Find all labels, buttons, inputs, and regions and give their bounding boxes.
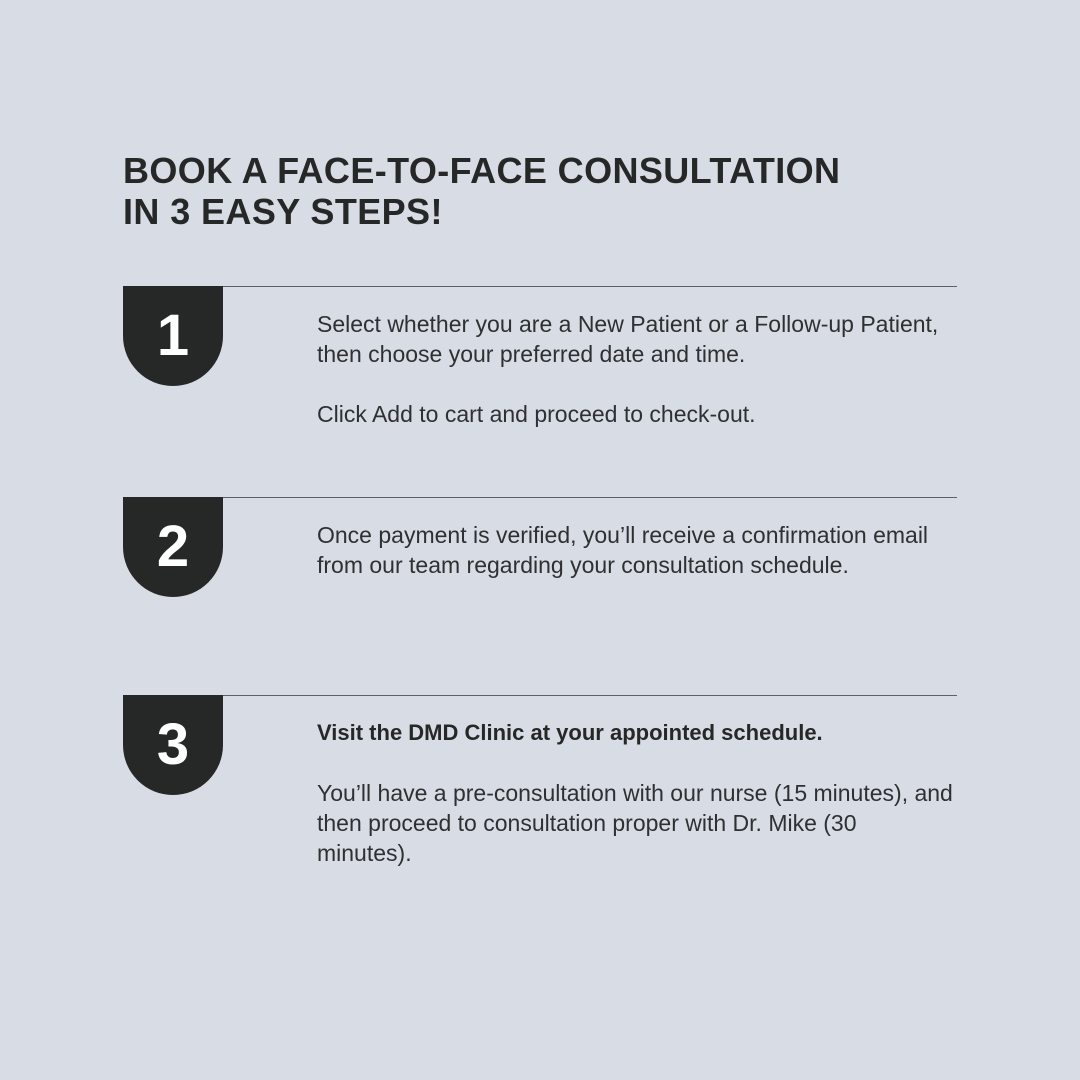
step-2-body (317, 520, 957, 580)
step-2-paragraph-1: Once payment is verified, you’ll receive a confirmation email from our team regarding your consultation schedule. (317, 522, 929, 578)
step-1-paragraph-2: Click Add to cart and proceed to check-out. (317, 401, 756, 427)
page-title-line-2: IN 3 EASY STEPS! (123, 191, 443, 232)
step-1-body (317, 309, 957, 429)
step-2-divider (123, 497, 957, 498)
step-3-headline: Visit the DMD Clinic at your appointed schedule. (317, 720, 823, 745)
step-3-divider (123, 695, 957, 696)
step-1-divider (123, 286, 957, 287)
step-2 (123, 497, 957, 677)
step-2-number-badge: 2 (123, 497, 223, 597)
step-1-paragraph-1: Select whether you are a New Patient or a Follow-up Patient, then choose your preferred date and time. (317, 311, 939, 367)
step-3-body (317, 718, 957, 868)
step-1-number-badge: 1 (123, 286, 223, 386)
page-title (123, 150, 840, 232)
step-3-number-badge: 3 (123, 695, 223, 795)
step-3-paragraph-1: You’ll have a pre-consultation with our nurse (15 minutes), and then proceed to consultation proper with Dr. Mike (30 minutes). (317, 780, 953, 866)
step-1 (123, 286, 957, 466)
page-title-line-1: BOOK A FACE-TO-FACE CONSULTATION (123, 150, 841, 191)
step-3 (123, 695, 957, 875)
